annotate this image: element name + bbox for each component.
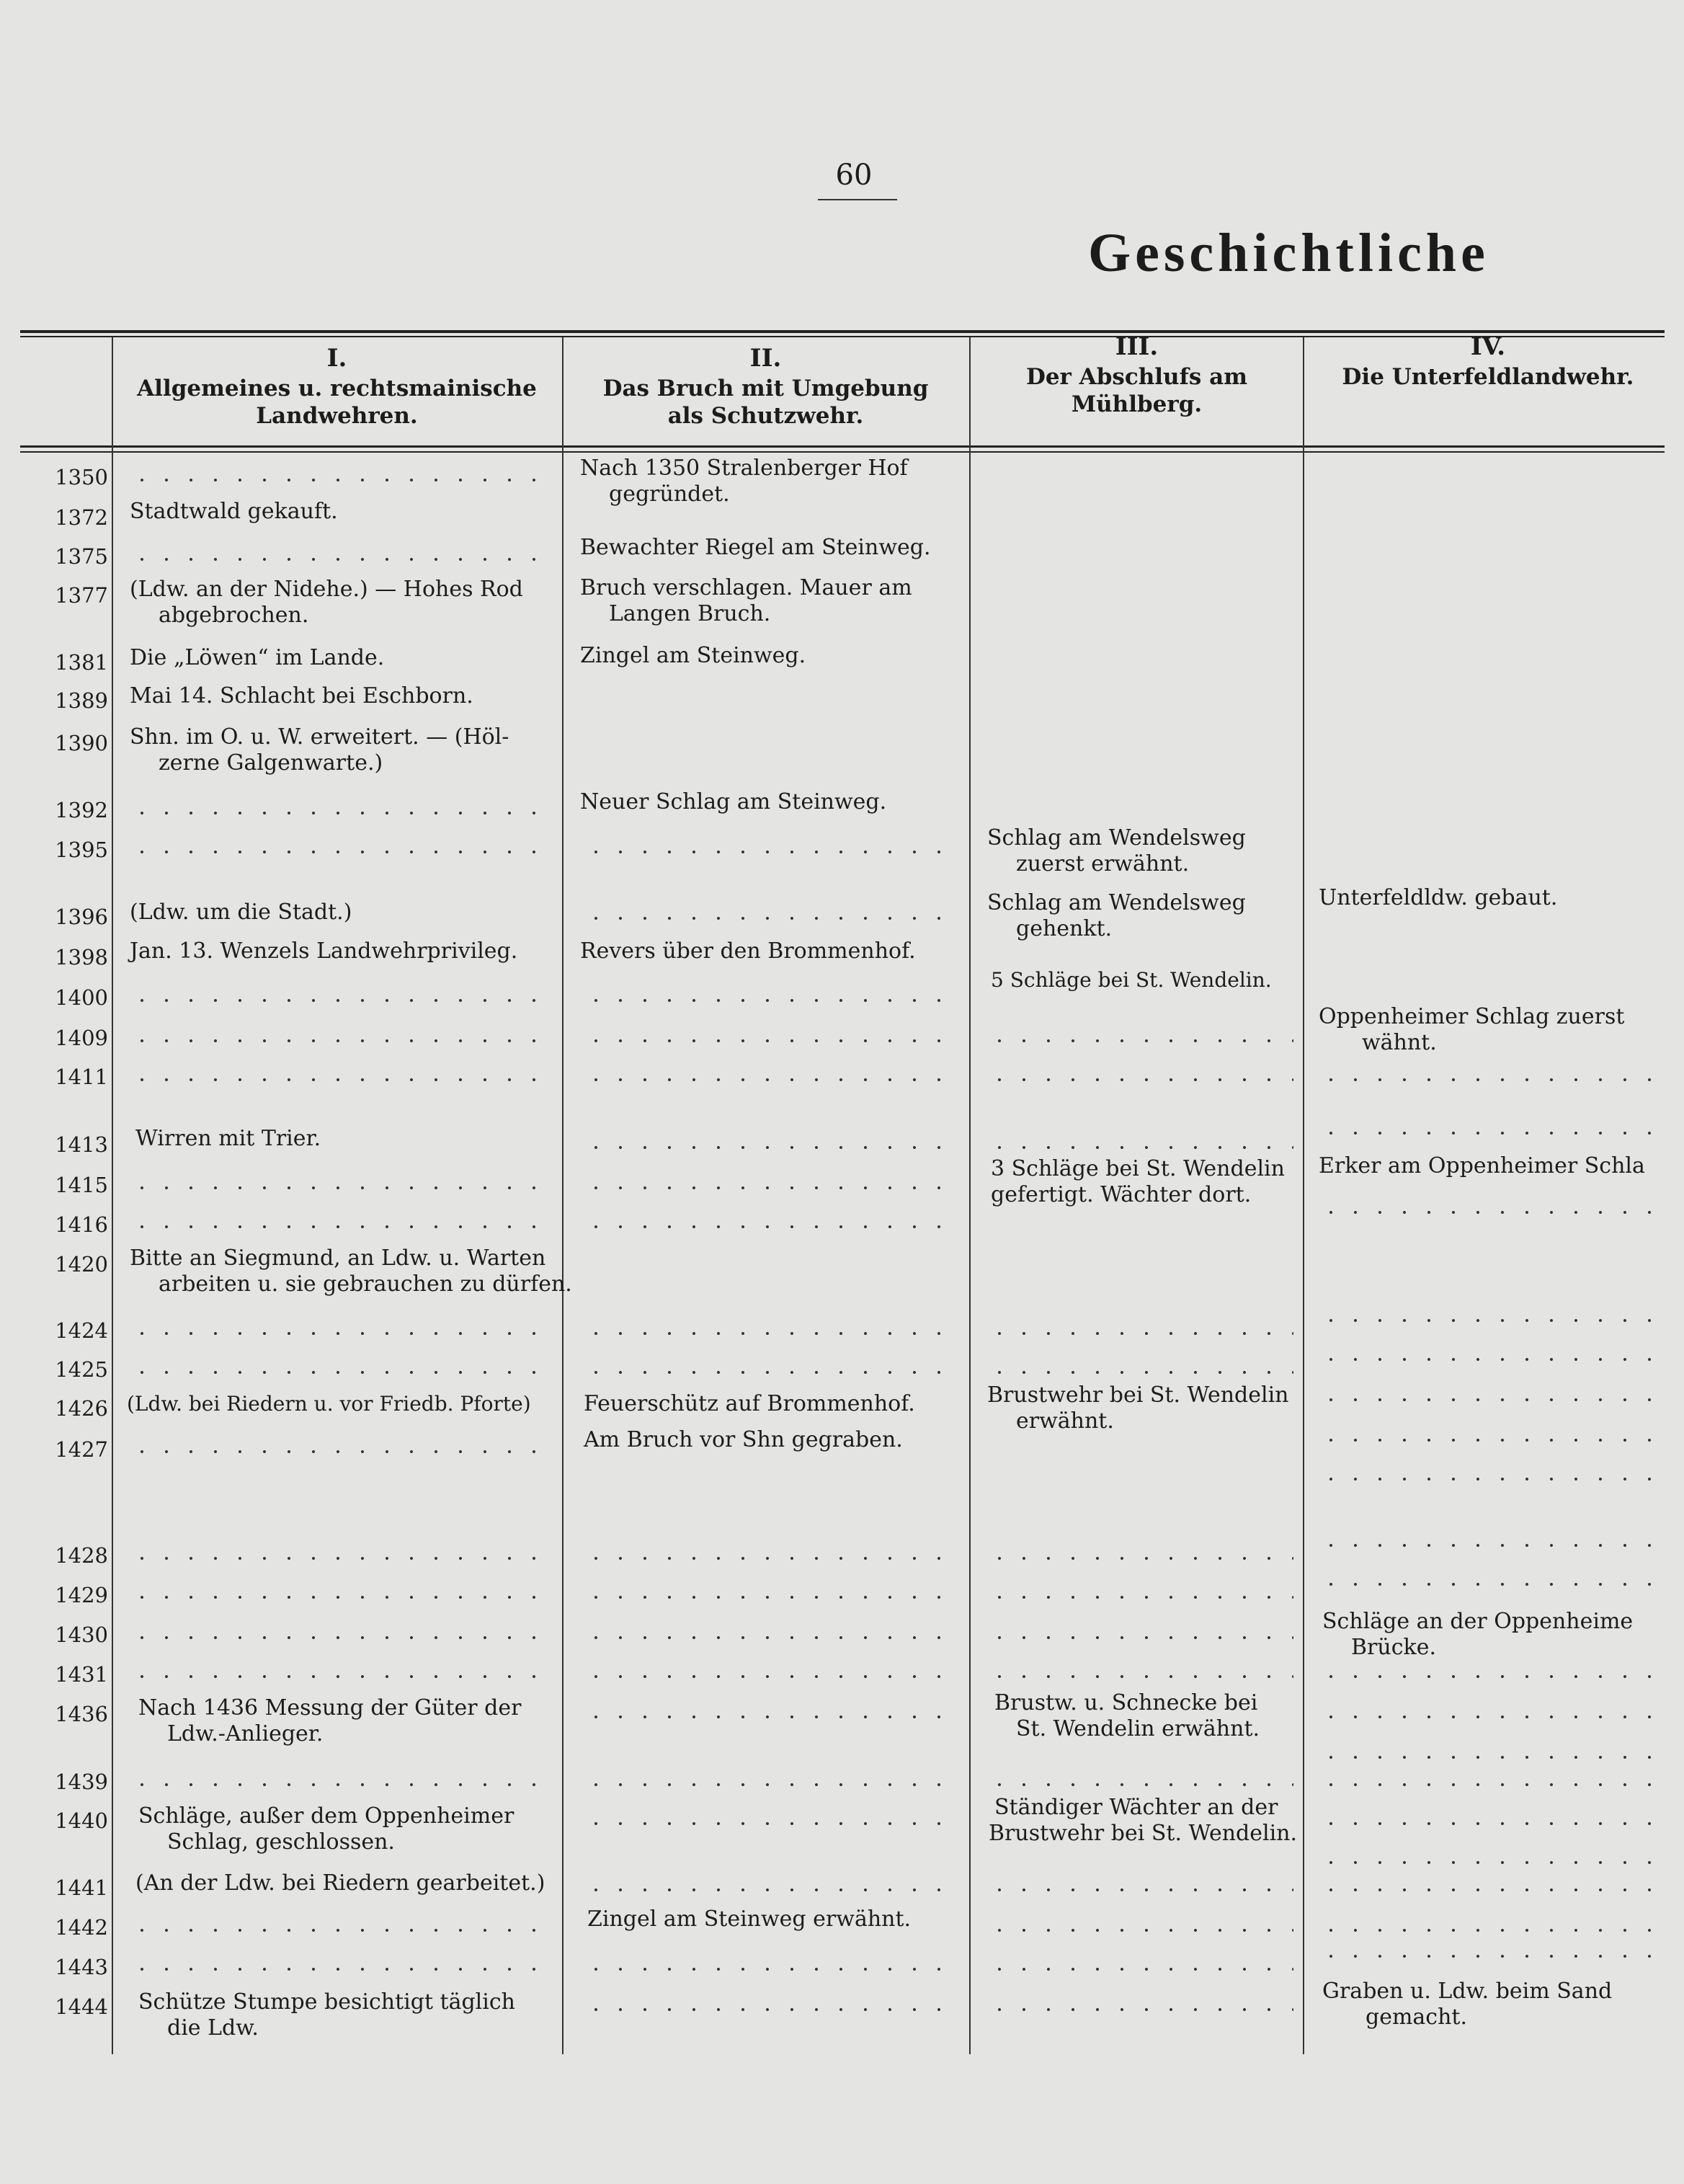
entry-line: Bruch verschlagen. Mauer am: [580, 575, 912, 600]
dot-leader: [130, 1332, 548, 1335]
year-label: 1431: [55, 1662, 108, 1687]
entry-col1-1389: Mai 14. Schlacht bei Eschborn.: [130, 683, 473, 709]
entry-col2-1398: Revers über den Brommenhof.: [580, 938, 916, 964]
year-label: 1443: [55, 1955, 108, 1979]
page-number: 60: [835, 159, 873, 192]
entry-col2-1392: Neuer Schlag am Steinweg.: [580, 789, 887, 814]
entry-col3-1415: [991, 1156, 1285, 1208]
entry-col3-1426: [987, 1382, 1289, 1434]
dot-leader: [987, 1371, 1293, 1374]
dot-leader: [1319, 1929, 1665, 1932]
entry-col1-1444: [138, 1989, 515, 2041]
column-numeral: II.: [749, 344, 782, 373]
entry-col1-1396: (Ldw. um die Stadt.): [130, 900, 352, 925]
dot-leader: [1319, 1783, 1665, 1786]
column-header-line: Allgemeines u. rechtsmainische: [137, 376, 537, 401]
dot-leader: [1319, 1132, 1665, 1135]
entry-col1-1381: Die „Löwen“ im Lande.: [130, 645, 385, 670]
dot-leader: [987, 1146, 1293, 1149]
entry-line: gehenkt.: [1016, 916, 1113, 941]
dot-leader: [987, 1929, 1293, 1932]
dot-leader: [130, 1078, 548, 1081]
dot-leader: [987, 1332, 1293, 1335]
entry-line: Bitte an Siegmund, an Ldw. u. Warten: [130, 1246, 546, 1271]
entry-line: die Ldw.: [167, 2015, 259, 2041]
year-label: 1395: [55, 838, 108, 862]
entry-line: Shn. im O. u. W. erweitert. — (Höl-: [130, 724, 509, 750]
dot-leader: [584, 1888, 958, 1891]
entry-line: 3 Schläge bei St. Wendelin: [991, 1156, 1285, 1181]
dot-leader: [987, 1039, 1293, 1042]
year-label: 1411: [55, 1065, 108, 1089]
year-label: 1396: [55, 905, 108, 929]
entry-col4-1444: [1322, 1979, 1612, 2030]
dot-leader: [130, 558, 548, 561]
entry-col1-1413: Wirren mit Trier.: [135, 1126, 321, 1151]
year-label: 1439: [55, 1770, 108, 1794]
entry-col1-1441: (An der Ldw. bei Riedern gearbeitet.): [135, 1870, 545, 1896]
dot-leader: [130, 1596, 548, 1599]
year-label: 1377: [55, 583, 108, 608]
entry-line: Brustwehr bei St. Wendelin.: [989, 1821, 1298, 1846]
entry-line: wähnt.: [1362, 1030, 1437, 1055]
dot-leader: [130, 1783, 548, 1786]
entry-col2-1350: [580, 456, 908, 507]
entry-line: gegründet.: [609, 481, 730, 507]
year-label: 1350: [55, 465, 108, 489]
dot-leader: [1319, 1439, 1665, 1442]
entry-line: Ldw.-Anlieger.: [167, 1721, 324, 1746]
dot-leader: [584, 1636, 958, 1639]
column-numeral: III.: [1115, 332, 1159, 361]
column-header-line: Die Unterfeldlandwehr.: [1342, 364, 1634, 390]
entry-line: arbeiten u. sie gebrauchen zu dürfen.: [159, 1271, 572, 1297]
entry-line: St. Wendelin erwähnt.: [1016, 1716, 1260, 1741]
dot-leader: [584, 1675, 958, 1678]
column-header-line: Der Abschlufs am: [1025, 364, 1248, 390]
year-label: 1413: [55, 1132, 108, 1157]
dot-leader: [130, 479, 548, 481]
dot-leader: [987, 1675, 1293, 1678]
dot-leader: [130, 1968, 548, 1971]
dot-leader: [987, 1888, 1293, 1891]
year-label: 1440: [55, 1808, 108, 1833]
entry-col2-1427: Am Bruch vor Shn gegraben.: [584, 1427, 903, 1452]
entry-line: (Ldw. an der Nidehe.) — Hohes Rod: [130, 577, 523, 602]
entry-line: gefertigt. Wächter dort.: [991, 1182, 1252, 1207]
column-numeral: IV.: [1470, 332, 1506, 361]
dot-leader: [130, 1186, 548, 1189]
entry-line: Brücke.: [1351, 1635, 1436, 1660]
column-header-4: [1308, 333, 1668, 391]
entry-col3-1440: [989, 1795, 1297, 1847]
entry-line: erwähnt.: [1016, 1408, 1114, 1434]
entry-line: abgebrochen.: [159, 603, 309, 628]
year-label: 1442: [55, 1915, 108, 1940]
entry-line: Brustw. u. Schnecke bei: [994, 1690, 1258, 1715]
entry-line: Schlag, geschlossen.: [167, 1829, 395, 1855]
column-header-line: Das Bruch mit Umgebung: [602, 376, 929, 401]
dot-leader: [987, 1078, 1293, 1081]
entry-line: zuerst erwähnt.: [1016, 851, 1190, 876]
entry-line: Schlag am Wendelsweg: [987, 890, 1246, 915]
entry-line: Schlag am Wendelsweg: [987, 825, 1246, 851]
column-header-2: [566, 345, 966, 430]
column-header-3: [973, 333, 1301, 418]
dot-leader: [584, 851, 958, 853]
year-label: 1390: [55, 731, 108, 755]
dot-leader: [130, 1225, 548, 1228]
entry-col2-1426: Feuerschütz auf Brommenhof.: [584, 1391, 915, 1416]
entry-col1-1372: Stadtwald gekauft.: [130, 499, 338, 524]
dot-leader: [987, 1557, 1293, 1560]
dot-leader: [130, 1450, 548, 1453]
header-bottom-rule: [20, 445, 1665, 448]
year-label: 1420: [55, 1252, 108, 1277]
year-label: 1375: [55, 544, 108, 569]
page-number-rule: [818, 199, 897, 200]
entry-col1-1420: [130, 1246, 572, 1297]
header-bottom-rule-thin: [20, 451, 1665, 453]
entry-col4-1396: Unterfeldldw. gebaut.: [1319, 885, 1558, 910]
column-header-line: Landwehren.: [256, 403, 418, 429]
dot-leader: [584, 1146, 958, 1149]
entry-line: Nach 1350 Stralenberger Hof: [580, 456, 908, 481]
year-label: 1436: [55, 1702, 108, 1726]
dot-leader: [130, 851, 548, 853]
dot-leader: [584, 1968, 958, 1971]
column-separator-1: [112, 337, 113, 2054]
dot-leader: [584, 1371, 958, 1374]
year-label: 1428: [55, 1543, 108, 1568]
dot-leader: [1319, 1955, 1665, 1958]
dot-leader: [130, 812, 548, 814]
year-label: 1389: [55, 688, 108, 713]
column-separator-3: [969, 337, 971, 2054]
dot-leader: [130, 1675, 548, 1678]
entry-line: Nach 1436 Messung der Güter der: [138, 1695, 522, 1721]
year-label: 1409: [55, 1026, 108, 1050]
dot-leader: [584, 1596, 958, 1599]
dot-leader: [1319, 1888, 1665, 1891]
year-label: 1427: [55, 1437, 108, 1462]
entry-line: Graben u. Ldw. beim Sand: [1322, 1979, 1613, 2004]
year-label: 1415: [55, 1173, 108, 1197]
dot-leader: [1319, 1544, 1665, 1547]
dot-leader: [584, 1557, 958, 1560]
dot-leader: [584, 1332, 958, 1335]
entry-col3-1436: [994, 1690, 1260, 1742]
entry-col1-1377: [130, 577, 523, 629]
dot-leader: [1319, 1861, 1665, 1864]
entry-col1-1440: [138, 1803, 514, 1855]
dot-leader: [584, 1039, 958, 1042]
dot-leader: [130, 1929, 548, 1932]
entry-line: Oppenheimer Schlag zuerst: [1319, 1004, 1625, 1029]
year-label: 1430: [55, 1623, 108, 1647]
dot-leader: [130, 1039, 548, 1042]
year-label: 1426: [55, 1396, 108, 1421]
dot-leader: [584, 999, 958, 1002]
year-label: 1400: [55, 985, 108, 1010]
dot-leader: [1319, 1756, 1665, 1759]
dot-leader: [584, 1822, 958, 1825]
entry-col2-1375: Bewachter Riegel am Steinweg.: [580, 535, 931, 560]
year-label: 1372: [55, 505, 108, 530]
dot-leader: [1319, 1319, 1665, 1322]
dot-leader: [1319, 1675, 1665, 1678]
dot-leader: [987, 1636, 1293, 1639]
entry-line: zerne Galgenwarte.): [159, 750, 383, 776]
year-label: 1416: [55, 1212, 108, 1237]
entry-col2-1377: [580, 575, 912, 627]
year-label: 1398: [55, 945, 108, 969]
dot-leader: [130, 1371, 548, 1374]
entry-col2-1381: Zingel am Steinweg.: [580, 643, 806, 668]
dot-leader: [584, 1783, 958, 1786]
year-label: 1392: [55, 798, 108, 822]
entry-line: Ständiger Wächter an der: [994, 1795, 1278, 1820]
entry-col2-1442: Zingel am Steinweg erwähnt.: [587, 1906, 912, 1932]
column-header-line: als Schutzwehr.: [667, 403, 864, 429]
entry-col3-1395: [987, 825, 1246, 877]
entry-col1-1426: (Ldw. bei Riedern u. vor Friedb. Pforte): [127, 1392, 531, 1416]
dot-leader: [1319, 1078, 1665, 1081]
dot-leader: [1319, 1358, 1665, 1361]
dot-leader: [584, 917, 958, 920]
dot-leader: [1319, 1583, 1665, 1586]
dot-leader: [584, 2008, 958, 2011]
entry-line: gemacht.: [1366, 2005, 1468, 2030]
dot-leader: [987, 1968, 1293, 1971]
year-label: 1441: [55, 1876, 108, 1900]
year-label: 1429: [55, 1583, 108, 1607]
entry-line: Brustwehr bei St. Wendelin: [987, 1382, 1289, 1408]
entry-line: Schläge, außer dem Oppenheimer: [138, 1803, 514, 1829]
column-numeral: I.: [326, 344, 347, 373]
entry-line: Schläge an der Oppenheime: [1322, 1609, 1634, 1634]
dot-leader: [987, 2008, 1293, 2011]
column-header-1: [115, 345, 558, 430]
page-title: Geschichtliche: [1088, 223, 1489, 283]
entry-line: Schütze Stumpe besichtigt täglich: [138, 1989, 515, 2015]
entry-col4-1409: [1319, 1004, 1624, 1056]
dot-leader: [584, 1715, 958, 1718]
dot-leader: [1319, 1398, 1665, 1401]
entry-col3-1396: [987, 890, 1246, 942]
entry-col4-1415: Erker am Oppenheimer Schla: [1319, 1153, 1645, 1178]
dot-leader: [584, 1078, 958, 1081]
year-label: 1424: [55, 1318, 108, 1343]
year-label: 1444: [55, 1994, 108, 2019]
dot-leader: [130, 999, 548, 1002]
entry-col1-1398: Jan. 13. Wenzels Landwehrprivileg.: [130, 938, 518, 964]
dot-leader: [130, 1557, 548, 1560]
entry-line: Langen Bruch.: [609, 601, 771, 626]
dot-leader: [584, 1225, 958, 1228]
dot-leader: [584, 1186, 958, 1189]
year-label: 1381: [55, 650, 108, 675]
dot-leader: [1319, 1211, 1665, 1214]
year-label: 1425: [55, 1357, 108, 1382]
entry-col4-1430: [1322, 1609, 1633, 1661]
dot-leader: [987, 1596, 1293, 1599]
dot-leader: [1319, 1715, 1665, 1718]
dot-leader: [987, 1783, 1293, 1786]
dot-leader: [1319, 1478, 1665, 1481]
entry-col1-1436: [138, 1695, 521, 1747]
column-separator-4: [1303, 337, 1304, 2054]
entry-col1-1390: [130, 724, 509, 776]
dot-leader: [130, 1636, 548, 1639]
entry-col3-1398: 5 Schläge bei St. Wendelin.: [991, 968, 1272, 992]
column-separator-2: [562, 337, 563, 2054]
column-header-line: Mühlberg.: [1071, 391, 1203, 417]
dot-leader: [1319, 1822, 1665, 1825]
